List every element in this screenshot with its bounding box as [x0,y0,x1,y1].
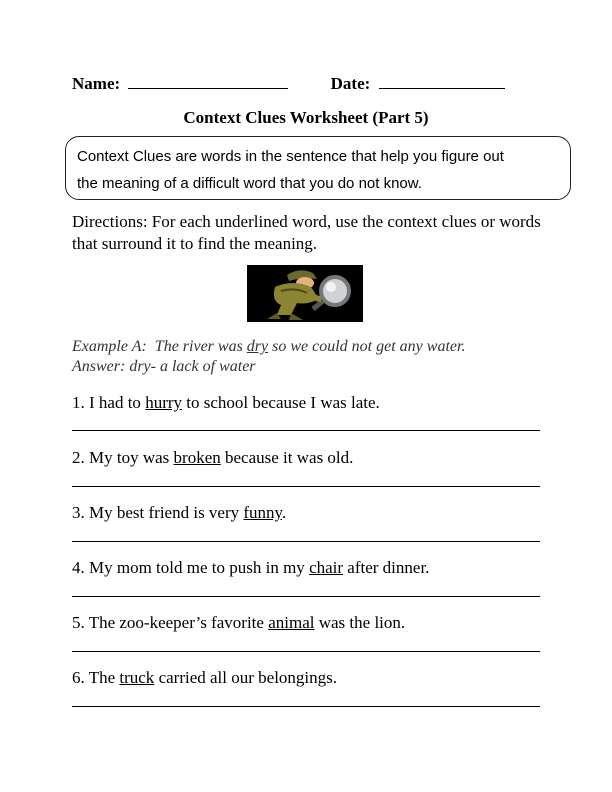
question-5: 5. The zoo-keeper’s favorite animal was the lion. [72,613,406,632]
example-block [72,337,465,377]
question-3: 3. My best friend is very funny. [72,503,287,522]
example-sentence: Example A: The river was dry so we could not get any water. [72,338,466,355]
answer-line-2[interactable] [72,486,540,487]
answer-line-1[interactable] [72,430,540,431]
answer-line-4[interactable] [72,596,540,597]
target-word: chair [309,558,344,577]
question-2: 2. My toy was broken because it was old. [72,448,354,467]
name-label: Name: [72,74,121,93]
target-word: funny [243,503,282,522]
date-field[interactable] [379,74,505,89]
definition-line-2: the meaning of a difficult word that you do not know. [77,175,422,192]
target-word: broken [173,448,221,467]
target-word: animal [268,613,315,632]
detective-icon [247,265,363,322]
example-answer: Answer: dry- a lack of water [72,358,256,375]
example-word: dry [246,338,269,355]
name-field[interactable] [128,74,288,89]
answer-line-3[interactable] [72,541,540,542]
question-6: 6. The truck carried all our belongings. [72,668,338,687]
answer-line-5[interactable] [72,651,540,652]
definition-line-1: Context Clues are words in the sentence that help you figure out [77,148,504,165]
directions-text: Directions: For each underlined word, use the context clues or words that surround it to find the meaning. [72,212,541,253]
target-word: hurry [145,393,183,412]
target-word: truck [119,668,155,687]
definition-box [65,136,571,200]
date-label: Date: [330,74,371,93]
worksheet-title: Context Clues Worksheet (Part 5) [183,108,429,127]
question-4: 4. My mom told me to push in my chair after dinner. [72,558,430,577]
question-1: 1. I had to hurry to school because I was late. [72,393,380,412]
answer-line-6[interactable] [72,706,540,707]
header-row [72,74,505,94]
